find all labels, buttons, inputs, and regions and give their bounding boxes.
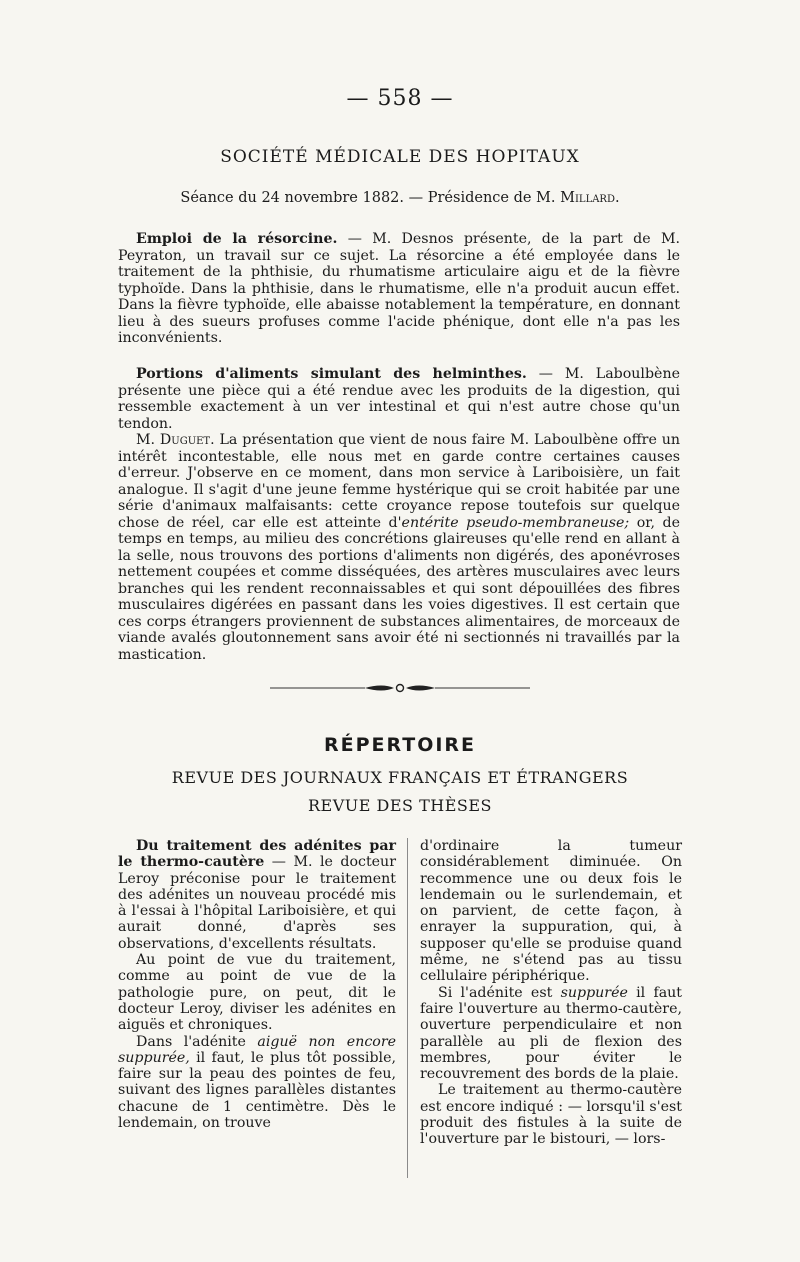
section-heading: Emploi de la résorcine. xyxy=(136,231,338,247)
section-heading: Portions d'aliments simulant des helminthes. xyxy=(136,366,527,382)
paragraph xyxy=(118,366,680,432)
section-helminthes xyxy=(118,366,680,663)
repertoire-heading: RÉPERTOIRE xyxy=(323,734,477,756)
revue-journaux-heading: REVUE DES JOURNAUX FRANÇAIS ET ÉTRANGERS xyxy=(171,768,629,787)
paragraph xyxy=(420,985,682,1083)
section-resorcine xyxy=(118,231,680,347)
right-column xyxy=(420,838,682,1148)
paragraph-text: or, de temps en temps, au milieu des concrétions glaireuses qu'elle rend en allant à la selle, nous trouvons des portions d'aliments non digérés, des aponévroses nettement coupées et comme disséquées, des artères musculaires avec leurs branches qui les rendent reconnaissables et qui sont dépouillées des fibres musculaires digérées en passant dans les voies digestives. Il est certain que ces corps étrangers proviennent de substances alimentaires, de morceaux de viande avalés gloutonnement sans avoir été ni sectionnés ni travaillés par la mastication. xyxy=(118,514,681,663)
session-text: Séance du 24 novembre 1882. — Présidence de M. xyxy=(180,190,561,206)
paragraph-text: il faut, le plus tôt possible, faire sur la peau des pointes de feu, suivant des lignes parallèles distantes chacune de 1 centimètre. Dès le lendemain, on trouve xyxy=(118,1049,396,1132)
speaker-name: M. Duguet. xyxy=(136,432,215,448)
paragraph: Le traitement au thermo-cautère est encore indiqué : — lorsqu'il s'est produit des fistules à la suite de l'ouverture par le bistouri, — lors- xyxy=(420,1082,682,1148)
left-column xyxy=(118,838,396,1131)
paragraph-text: il faut faire l'ouverture au thermo-cautère, ouverture perpendiculaire et non parallèle au pli de flexion des membres, pour éviter le recouvrement des bords de la plaie. xyxy=(420,984,682,1083)
section-text: — M. Laboulbène présente une pièce qui a été rendue avec les produits de la digestion, qui ressemble exactement à un ver intestinal et qui n'est autre chose qu'un tendon. xyxy=(118,366,680,432)
paragraph xyxy=(118,1034,396,1132)
ornament-divider xyxy=(270,682,530,694)
paragraph xyxy=(118,432,680,663)
paragraph-text: Si l'adénite est xyxy=(438,984,561,1001)
paragraph xyxy=(118,231,680,347)
paragraph: Au point de vue du traitement, comme au point de vue de la pathologie pure, on peut, dit le docteur Leroy, diviser les adénites en aiguës et chroniques. xyxy=(118,952,396,1034)
italic-term: suppurée xyxy=(560,984,628,1001)
article-heading: Du traitement des adénites par le thermo-cautère xyxy=(118,838,396,871)
column-divider xyxy=(407,838,408,1178)
session-president: Millard. xyxy=(560,190,620,206)
paragraph xyxy=(118,838,396,952)
page-number: — 558 — xyxy=(346,86,454,111)
paragraph-text: — M. le docteur Leroy préconise pour le traitement des adénites un nouveau procédé mis à l'essai à l'hôpital Lariboisière, et qui aurait donné, d'après ses observations, d'excellents résultats. xyxy=(118,854,396,952)
italic-term: entérite pseudo-membraneuse; xyxy=(401,514,630,531)
session-line xyxy=(0,190,800,206)
paragraph: d'ordinaire la tumeur considérablement diminuée. On recommence une ou deux fois le lendemain ou le surlendemain, et on parvient, de cette façon, à enrayer la suppuration, qui, à supposer qu'elle se produise quand même, ne s'étend pas au tissu cellulaire périphérique. xyxy=(420,838,682,985)
paragraph-text: Dans l'adénite xyxy=(136,1033,258,1050)
section-text: — M. Desnos présente, de la part de M. Peyraton, un travail sur ce sujet. La résorcine a été employée dans le traitement de la phthisie, du rhumatisme articulaire aigu et de la fièvre typhoïde. Dans la phthisie, dans le rhumatisme, elle n'a produit aucun effet. Dans la fièvre typhoïde, elle abaisse notablement la température, en donnant lieu à des sueurs profuses comme l'acide phénique, dont elle n'a pas les inconvénients. xyxy=(118,231,680,346)
society-title: SOCIÉTÉ MÉDICALE DES HOPITAUX xyxy=(220,147,580,167)
revue-theses-heading: REVUE DES THÈSES xyxy=(308,796,492,815)
italic-term: aiguë non encore suppurée, xyxy=(118,1033,396,1066)
paragraph-text: La présentation que vient de nous faire M. Laboulbène offre un intérêt incontestable, elle nous met en garde contre certaines causes d'erreur. J'observe en ce moment, dans mon service à Lariboisière, un fait analogue. Il s'agit d'une jeune femme hystérique qui se croit habitée par une série d'animaux malfaisants: cette croyance repose toutefois sur quelque chose de réel, car elle est atteinte d' xyxy=(118,432,681,531)
